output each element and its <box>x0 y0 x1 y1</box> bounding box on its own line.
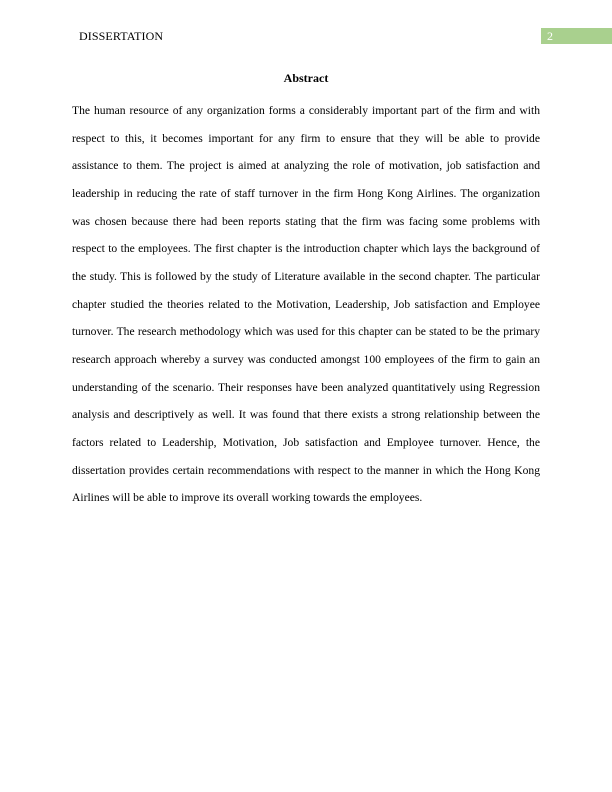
abstract-heading: Abstract <box>283 71 329 85</box>
page-number-tab <box>541 28 612 44</box>
page-number: 2 <box>547 29 553 43</box>
running-head: DISSERTATION <box>79 29 164 43</box>
abstract-body: The human resource of any organization forms a considerably important part of the firm and with respect to this, it becomes important for any firm to ensure that they will be able to provide assistance to them. The project is aimed at analyzing the role of motivation, job satisfaction and leadership in reducing the rate of staff turnover in the firm Hong Kong Airlines. The organization was chosen because there had been reports stating that the firm was facing some problems with respect to the employees. The first chapter is the introduction chapter which lays the background of the study. This is followed by the study of Literature available in the second chapter. The particular chapter studied the theories related to the Motivation, Leadership, Job satisfaction and Employee turnover. The research methodology which was used for this chapter can be stated to be the primary research approach whereby a survey was conducted amongst 100 employees of the firm to gain an understanding of the scenario. Their responses have been analyzed quantitatively using Regression analysis and descriptively as well. It was found that there exists a strong relationship between the factors related to Leadership, Motivation, Job satisfaction and Employee turnover. Hence, the dissertation provides certain recommendations with respect to the manner in which the Hong Kong Airlines will be able to improve its overall working towards the employees. <box>72 104 540 505</box>
